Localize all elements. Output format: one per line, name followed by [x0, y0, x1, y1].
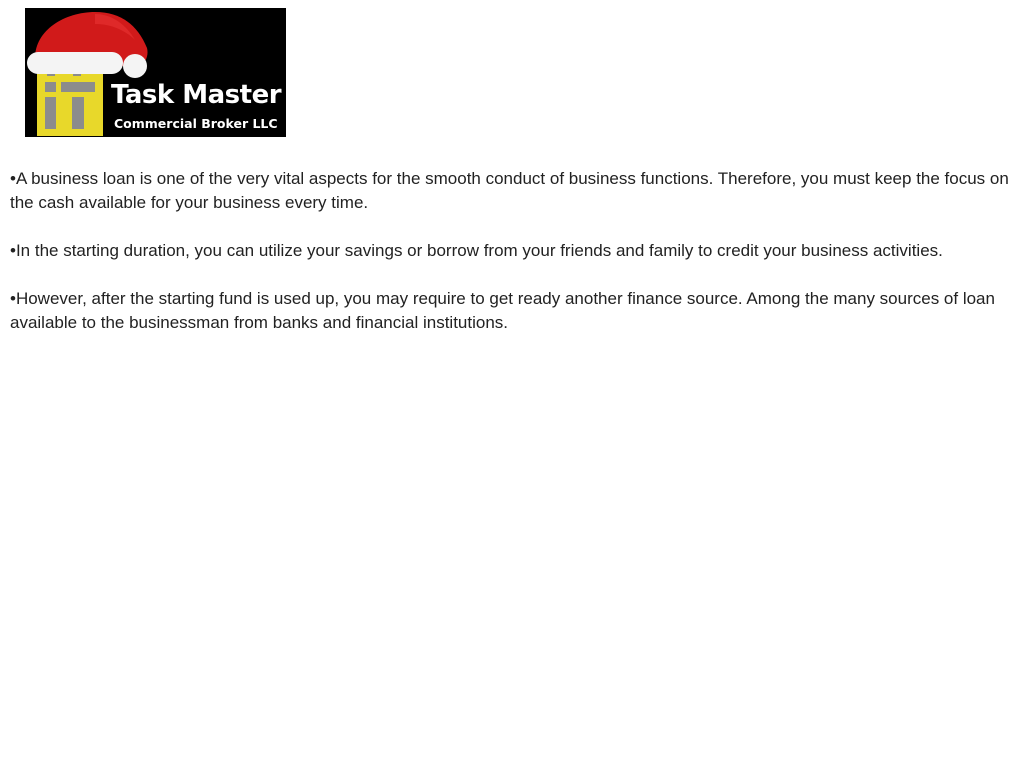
paragraph-3: •However, after the starting fund is used up, you may require to get ready another finance source. Among the many sources of loan available to the businessman from banks and financial institutions.	[10, 289, 995, 332]
paragraph-2: •In the starting duration, you can utilize your savings or borrow from your friends and family to credit your business activities.	[10, 241, 943, 260]
brand-name: Task Master	[111, 80, 282, 110]
santa-hat-icon	[27, 12, 148, 78]
brand-subtitle: Commercial Broker LLC	[114, 116, 278, 131]
body-text	[10, 167, 1016, 359]
paragraph-1: •A business loan is one of the very vital aspects for the smooth conduct of business functions. Therefore, you must keep the focus on the cash available for your business every time.	[10, 169, 1009, 212]
company-logo	[25, 8, 286, 137]
